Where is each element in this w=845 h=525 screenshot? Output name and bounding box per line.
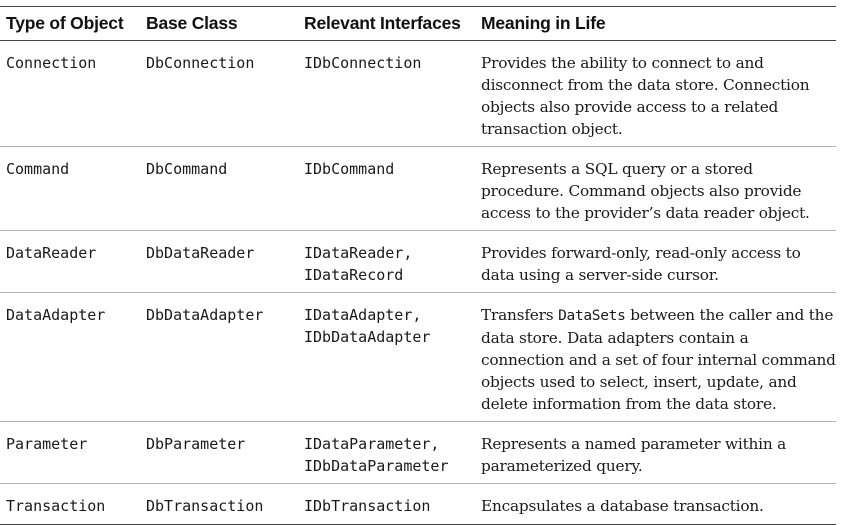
cell-meaning: Provides the ability to connect to and disconnect from the data store. Connection objects also provide access to a related transaction object. [475,41,836,147]
cell-type: Command [0,147,140,231]
cell-base-class: DbCommand [140,147,298,231]
cell-base-class: DbDataReader [140,231,298,293]
interface-name: IDbDataAdapter [304,328,431,346]
header-type-of-object: Type of Object [0,7,140,41]
table-row [0,484,836,525]
cell-interfaces [298,147,475,231]
interface-name: IDataReader, [304,244,413,262]
cell-meaning: Provides forward-only, read-only access to data using a server-side cursor. [475,231,836,293]
cell-type: DataAdapter [0,293,140,422]
header-meaning-in-life: Meaning in Life [475,7,836,41]
cell-interfaces [298,484,475,525]
meaning-rest: between the caller and the data store. Data adapters contain a connection and a set of four internal command objects used to select, insert, update, and delete information from the data store. [481,306,836,413]
interface-name: IDbConnection [304,54,422,72]
cell-base-class: DbDataAdapter [140,293,298,422]
interface-name: IDataParameter, [304,435,440,453]
table-row [0,231,836,293]
cell-base-class: DbTransaction [140,484,298,525]
cell-type: Connection [0,41,140,147]
cell-interfaces [298,293,475,422]
inline-code-datasets: DataSets [558,308,626,324]
cell-base-class: DbConnection [140,41,298,147]
table-header [0,7,836,41]
cell-meaning [475,293,836,422]
header-base-class: Base Class [140,7,298,41]
cell-type: Parameter [0,422,140,484]
cell-type: Transaction [0,484,140,525]
cell-interfaces [298,231,475,293]
cell-meaning: Represents a SQL query or a stored procedure. Command objects also provide access to the provider’s data reader object. [475,147,836,231]
interface-name: IDbTransaction [304,497,431,515]
interface-name: IDataRecord [304,266,404,284]
interface-name: IDataAdapter, [304,306,422,324]
meaning-prefix: Transfers [481,306,559,324]
table-body [0,41,836,525]
cell-meaning: Represents a named parameter within a parameterized query. [475,422,836,484]
table-row [0,147,836,231]
cell-meaning: Encapsulates a database transaction. [475,484,836,525]
header-row [0,7,836,41]
data-provider-objects-table-container [0,6,836,525]
header-relevant-interfaces: Relevant Interfaces [298,7,475,41]
cell-interfaces [298,422,475,484]
interface-name: IDbCommand [304,160,395,178]
table-row [0,422,836,484]
interface-name: IDbDataParameter [304,457,449,475]
cell-base-class: DbParameter [140,422,298,484]
table-row [0,41,836,147]
cell-type: DataReader [0,231,140,293]
cell-interfaces [298,41,475,147]
data-provider-objects-table [0,6,836,525]
table-row [0,293,836,422]
